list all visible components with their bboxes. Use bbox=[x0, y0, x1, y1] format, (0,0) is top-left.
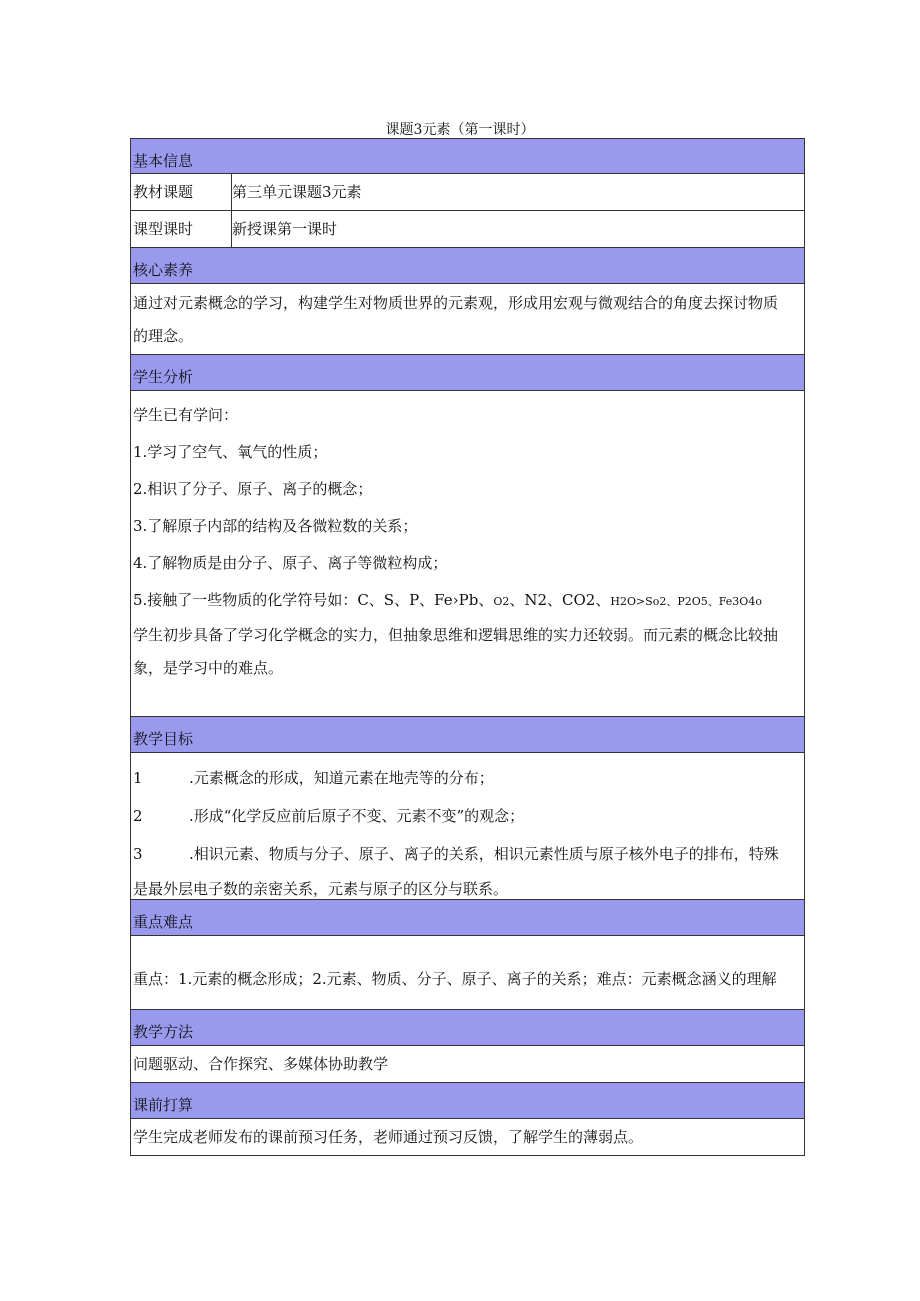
goal-item bbox=[133, 797, 802, 835]
row-value: 第三单元课题3元素 bbox=[232, 183, 362, 201]
text-line: 2.相识了分子、原子、离子的概念； bbox=[133, 480, 373, 498]
section-header-teaching-method: 教学方法 bbox=[130, 1010, 805, 1046]
section-header-core-literacy: 核心素养 bbox=[130, 248, 805, 284]
row-key: 课型课时 bbox=[131, 211, 232, 247]
text-line: 学生已有学问： bbox=[133, 406, 239, 424]
teaching-method-body: 问题驱动、合作探究、多媒体协助教学 bbox=[130, 1046, 805, 1083]
goal-number: 1 bbox=[133, 769, 143, 787]
student-analysis-body bbox=[130, 391, 805, 717]
row-key: 教材课题 bbox=[131, 174, 232, 210]
text-line: 通过对元素概念的学习，构建学生对物质世界的元素观，形成用宏观与微观结合的角度去探讨物质 bbox=[133, 294, 779, 312]
text-line: 3.了解原子内部的结构及各微粒数的关系； bbox=[133, 517, 418, 535]
goal-item bbox=[133, 759, 802, 797]
pre-class-body: 学生完成老师发布的课前预习任务，老师通过预习反馈，了解学生的薄弱点。 bbox=[130, 1119, 805, 1156]
goal-number: 2 bbox=[133, 807, 143, 825]
section-header-key-points: 重点难点 bbox=[130, 900, 805, 936]
text-part: O2 bbox=[493, 595, 510, 608]
teaching-goals-body bbox=[130, 753, 805, 900]
section-header-student-analysis: 学生分析 bbox=[130, 355, 805, 391]
section-header-pre-class: 课前打算 bbox=[130, 1083, 805, 1119]
section-header-basic-info: 基本信息 bbox=[130, 138, 805, 174]
text-line: 是最外层电子数的亲密关系，元素与原子的区分与联系。 bbox=[133, 880, 509, 898]
text-line: 学生初步具备了学习化学概念的实力，但抽象思维和逻辑思维的实力还较弱。而元素的概念比较抽 bbox=[133, 626, 779, 644]
goal-text: .元素概念的形成，知道元素在地壳等的分布； bbox=[189, 769, 494, 787]
page-title: 课题3元素（第一课时） bbox=[385, 122, 535, 138]
core-literacy-body bbox=[130, 284, 805, 355]
text-line: 1.学习了空气、氧气的性质； bbox=[133, 443, 328, 461]
lesson-plan-table bbox=[130, 138, 805, 1156]
chemical-symbols-line bbox=[133, 582, 802, 619]
section-header-teaching-goals: 教学目标 bbox=[130, 717, 805, 753]
row-textbook-topic bbox=[130, 174, 805, 211]
text-part: 、N2、CO2、 bbox=[509, 591, 611, 609]
goal-number: 3 bbox=[133, 845, 143, 863]
goal-text: .形成“化学反应前后原子不变、元素不变”的观念； bbox=[189, 807, 525, 825]
key-points-body: 重点：1.元素的概念形成；2.元素、物质、分子、原子、离子的关系；难点：元素概念涵义的理解 bbox=[130, 936, 805, 1010]
text-line: 的理念。 bbox=[133, 327, 194, 345]
row-lesson-type bbox=[130, 211, 805, 248]
text-part: H2O>So2、P2O5、Fe3O4o bbox=[610, 595, 762, 608]
goal-text: .相识元素、物质与分子、原子、离子的关系，相识元素性质与原子核外电子的排布，特殊 bbox=[189, 845, 779, 863]
text-part: 5.接触了一些物质的化学符号如：C、S、P、Fe›Pb、 bbox=[133, 591, 494, 609]
text-line: 象，是学习中的难点。 bbox=[133, 659, 284, 677]
text-line: 4.了解物质是由分子、原子、离子等微粒构成； bbox=[133, 554, 448, 572]
goal-item bbox=[133, 835, 802, 873]
row-value: 新授课第一课时 bbox=[232, 220, 338, 238]
